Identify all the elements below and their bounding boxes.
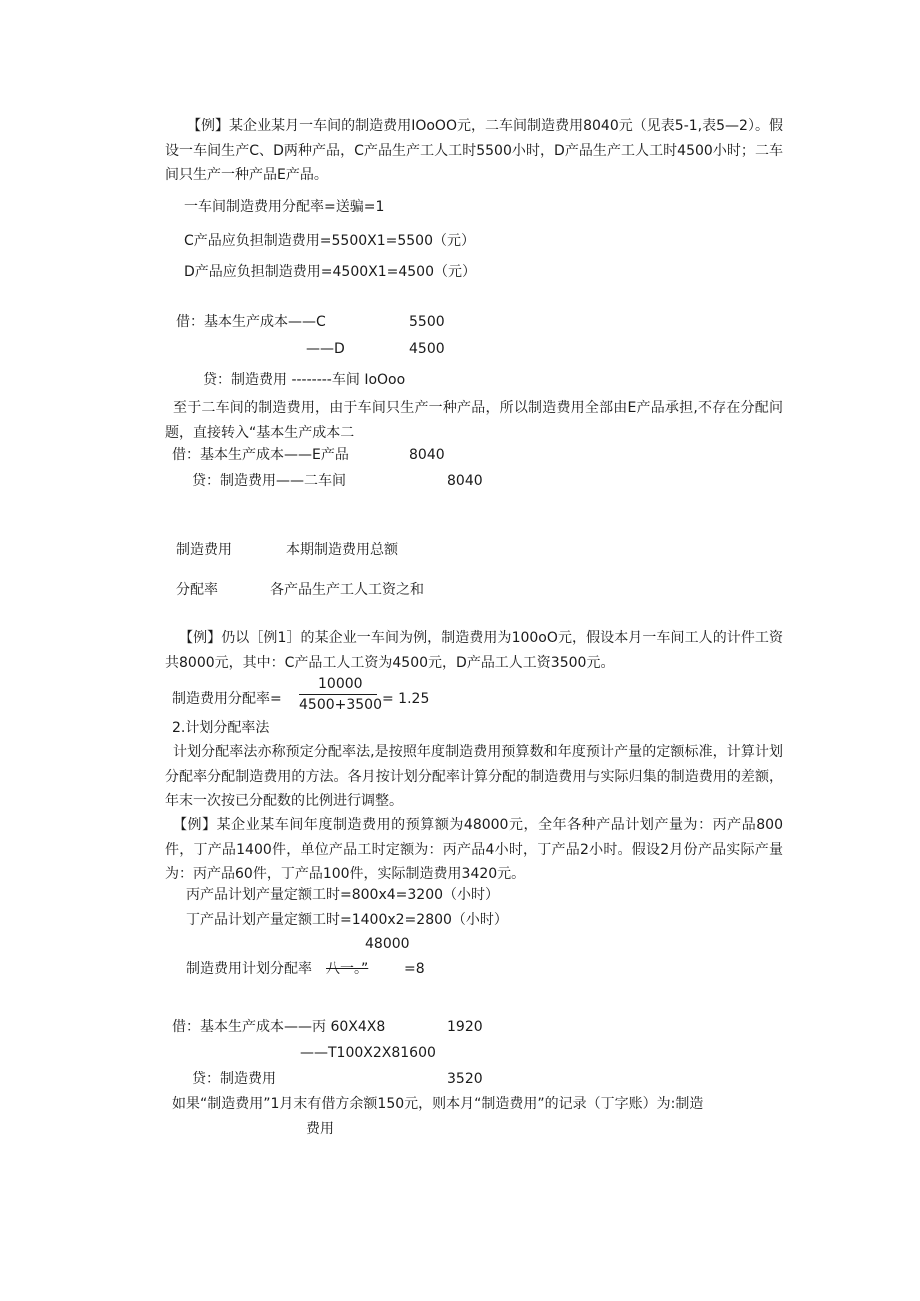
entry3-credit-amount: 3520 xyxy=(447,1071,483,1087)
example2-result: = 1.25 xyxy=(382,691,430,707)
entry2-debit-amount: 8040 xyxy=(409,447,445,463)
formula-right-bottom: 各产品生产工人工资之和 xyxy=(270,582,424,598)
example3-paragraph: 【例】某企业某车间年度制造费用的预算额为48000元，全年各种产品计划产量为：丙产品800件，丁产品1400件，单位产品工时定额为：丙产品4小时，丁产品2小时。假设2月份产品实际产量为：丙产品60件，丁产品100件，实际制造费用3420元。 xyxy=(165,817,783,882)
closing-line2: 费用 xyxy=(306,1121,334,1137)
entry2-credit: 贷：制造费用——二车间 xyxy=(192,473,346,489)
entry1-debit2-amount: 4500 xyxy=(409,341,445,357)
example1-paragraph: 【例】某企业某月一车间的制造费用IOoOO元，二车间制造费用8040元（见表5-1,表5—2）。假设一车间生产C、D两种产品，C产品生产工人工时5500小时，D产品生产工人工时4500小时；二车间只生产一种产品E产品。 xyxy=(165,118,783,183)
example3-numerator: 48000 xyxy=(365,936,410,952)
formula-right-top: 本期制造费用总额 xyxy=(286,542,398,558)
example2-paragraph: 【例】仍以［例1］的某企业一车间为例，制造费用为100oO元，假设本月一车间工人的计件工资共8000元，其中：C产品工人工资为4500元，D产品工人工资3500元。 xyxy=(165,630,783,671)
section-paragraph: 计划分配率法亦称预定分配率法,是按照年度制造费用预算数和年度预计产量的定额标准，计算计划分配率分配制造费用的方法。各月按计划分配率计算分配的制造费用与实际归集的制造费用的差额，年末一次按已分配数的比例进行调整。 xyxy=(165,744,783,809)
example2-fraction-bar xyxy=(299,694,377,695)
entry1-credit: 贷：制造费用 --------车间 IoOoo xyxy=(203,372,406,388)
example1-c-allocation: C产品应负担制造费用=5500X1=5500（元） xyxy=(184,233,475,249)
example1-rate-line: 一车间制造费用分配率=送骗=1 xyxy=(184,199,385,215)
example3-ding-hours: 丁产品计划产量定额工时=1400x2=2800（小时） xyxy=(186,912,508,928)
example2-rate-label: 制造费用分配率= xyxy=(172,691,282,707)
example1-paragraph2: 至于二车间的制造费用，由于车间只生产一种产品，所以制造费用全部由E产品承担,不存在分配问题，直接转入“基本生产成本二 xyxy=(165,400,783,441)
entry2-credit-amount: 8040 xyxy=(447,473,483,489)
closing-line: 如果“制造费用”1月末有借方余额150元，则本月“制造费用”的记录（丁字账）为:制造 xyxy=(172,1096,704,1112)
example3-rate-value: =8 xyxy=(404,961,425,977)
example2-numerator: 10000 xyxy=(318,676,363,692)
entry3-debit: 借：基本生产成本——丙 60X4X8 xyxy=(172,1019,386,1035)
entry1-debit: 借：基本生产成本——C xyxy=(176,314,326,330)
example3-bing-hours: 丙产品计划产量定额工时=800x4=3200（小时） xyxy=(186,887,500,903)
example3-rate-label: 制造费用计划分配率 xyxy=(186,961,312,977)
example2-denominator: 4500+3500 xyxy=(299,697,382,713)
formula-left-top: 制造费用 xyxy=(176,542,232,558)
example1-d-allocation: D产品应负担制造费用=4500X1=4500（元） xyxy=(184,264,476,280)
entry1-debit2: ——D xyxy=(306,341,345,357)
example3-rate-garble: 八一。” xyxy=(326,961,369,977)
entry2-debit: 借：基本生产成本——E产品 xyxy=(172,447,349,463)
entry3-debit-amount: 1920 xyxy=(447,1019,483,1035)
entry1-debit-amount: 5500 xyxy=(409,314,445,330)
entry3-credit: 贷：制造费用 xyxy=(192,1071,276,1087)
section-heading: 2.计划分配率法 xyxy=(172,720,270,736)
entry3-debit2: ——T100X2X81600 xyxy=(300,1045,436,1061)
formula-left-bottom: 分配率 xyxy=(176,582,218,598)
